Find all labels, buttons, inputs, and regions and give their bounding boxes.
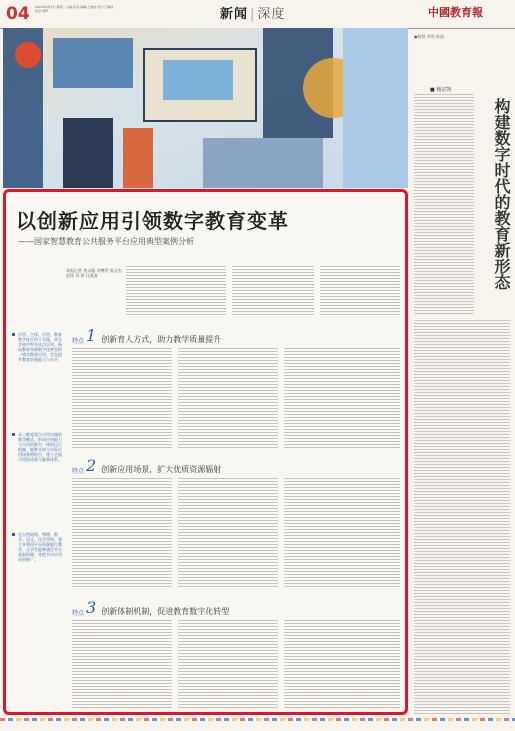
section-body: [284, 620, 400, 708]
section-body: [284, 348, 400, 448]
lead-paragraph: [232, 266, 314, 316]
commentary-body: [414, 94, 474, 314]
article-subtitle: ——国家智慧教育公共服务平台应用典型案例分析: [18, 237, 194, 246]
illustration-shape: [203, 138, 323, 188]
section-body: [72, 620, 172, 708]
feature-heading-1: 特点 1 创新育人方式，助力教学质量提升: [72, 326, 222, 345]
commentary-author: ■ 杨宗凯: [430, 87, 452, 93]
section-name: 新闻: [220, 7, 249, 22]
commentary-title: 构建数字时代的教育新形态: [492, 98, 511, 290]
illustration-shape: [53, 38, 133, 88]
section-body: [178, 348, 278, 448]
section-body: [72, 478, 172, 588]
section-title: [220, 3, 285, 22]
section-body: [178, 478, 278, 588]
page-header: [0, 0, 515, 29]
highlighted-article: [3, 189, 408, 715]
article-headline: 以创新应用引领数字教育变革: [16, 209, 289, 233]
lead-paragraph: [320, 266, 400, 316]
article-byline: 本报记者 焦以璇 刘博智 陈文杰 赵翔 刘 寄 汪燕春: [66, 268, 122, 278]
key-point: 从三维度建立应用实践的教学模式，形成应用能力与可用资源为一体的运行机制，能够支持与实际应用场景相结合，建立全面可用的成果与服务体系。: [18, 432, 62, 462]
newspaper-logo: 中國教育報: [428, 6, 483, 19]
commentary-column: [410, 28, 512, 718]
key-point: 在自然地理、物理、数学、语文、化学学科，建立并利用平台资源进行教学，让学生能够通过平台获取资源，并把平台应用成果推广。: [18, 532, 62, 562]
illustration-figure: [63, 118, 113, 188]
illustration-shape: [343, 28, 408, 188]
footer-strip: [0, 718, 515, 721]
image-credit: ●制图 李明 陈逸: [414, 34, 445, 39]
feature-heading-2: 特点 2 创新应用场景，扩大优质资源辐射: [72, 456, 222, 475]
illustration-figure: [123, 128, 153, 188]
key-point: 宗旨、主体、应用，教育数字化应用于实践，并在学校中率先试点应用，指向教育领域数字化转型的一线实践和应用，旨在提升教育治理能力与水平。: [18, 332, 62, 362]
section-body: [72, 348, 172, 448]
section-subname: 深度: [257, 7, 286, 22]
bullet-icon: [12, 433, 15, 436]
bullet-icon: [12, 333, 15, 336]
bullet-icon: [12, 533, 15, 536]
illustration-shape: [163, 60, 233, 100]
illustration-badge: [15, 42, 41, 68]
feature-heading-3: 特点 3 创新体制机制，促进教育数字化转型: [72, 598, 230, 617]
section-body: [178, 620, 278, 708]
commentary-body: [414, 320, 510, 715]
page-number: 04: [6, 4, 30, 24]
lead-paragraph: [126, 266, 226, 316]
section-divider: |: [250, 7, 256, 22]
illustration: [3, 28, 408, 188]
issue-date: 2024年4月1日 星期一 主编:张兴 编辑:王晓东 设计:王海泽 校对:刘梦: [35, 5, 114, 13]
key-points-sidebar: [12, 332, 62, 632]
section-body: [284, 478, 400, 588]
